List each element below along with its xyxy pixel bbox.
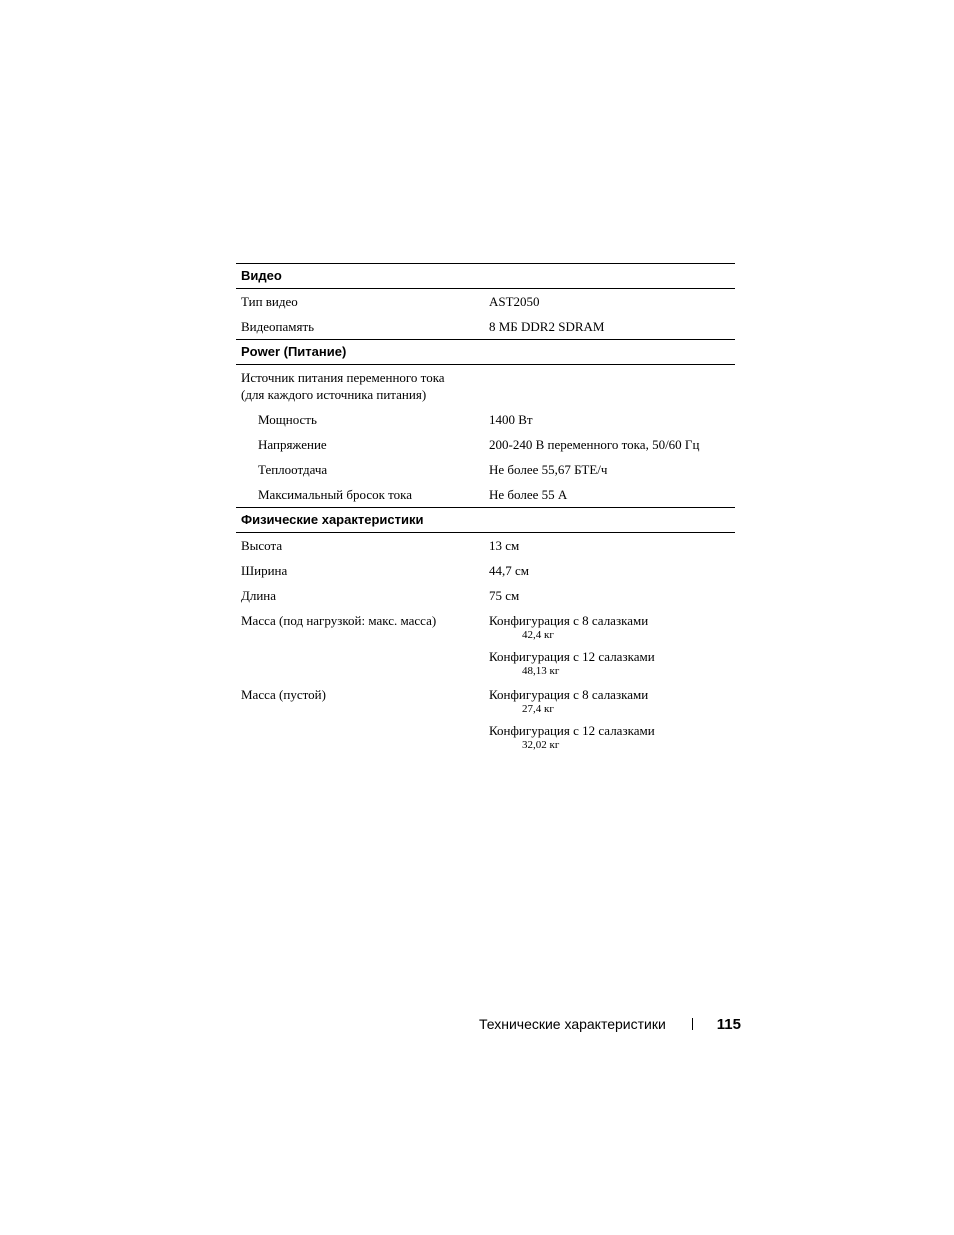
spec-label (236, 369, 485, 403)
spec-value: 8 МБ DDR2 SDRAM (489, 319, 605, 334)
spec-label: Напряжение (258, 437, 327, 452)
config-entry (489, 722, 735, 752)
spec-value: 1400 Вт (489, 412, 533, 427)
spec-value: Не более 55 A (489, 487, 568, 502)
spec-label: Мощность (258, 412, 317, 427)
config-weight: 27,4 кг (522, 703, 554, 715)
spec-label: Масса (пустой) (241, 687, 326, 702)
spec-row-voltage (236, 432, 735, 457)
spec-label: Максимальный бросок тока (258, 487, 413, 502)
spec-value: 44,7 см (489, 563, 529, 578)
spec-row-mass-empty (236, 682, 735, 756)
config-weight: 48,13 кг (522, 665, 560, 677)
config-weight: 32,02 кг (522, 739, 560, 751)
spec-row-width (236, 558, 735, 583)
spec-label: Масса (под нагрузкой: макс. масса) (241, 613, 437, 628)
spec-label-line: Источник питания переменного тока (241, 370, 445, 385)
spec-row-length (236, 583, 735, 608)
page-number: 115 (716, 1015, 741, 1033)
spec-label: Длина (241, 588, 277, 603)
spec-row-mass-loaded (236, 608, 735, 682)
spec-table (236, 263, 735, 756)
spec-label: Ширина (241, 563, 288, 578)
config-name: Конфигурация с 8 салазками (489, 613, 649, 628)
section-header-physical: Физические характеристики (236, 507, 735, 533)
spec-value: Не более 55,67 БТЕ/ч (489, 462, 608, 477)
config-entry (489, 648, 735, 678)
spec-label: Видеопамять (241, 319, 315, 334)
config-name: Конфигурация с 12 салазками (489, 723, 655, 738)
config-name: Конфигурация с 8 салазками (489, 687, 649, 702)
footer-section-name: Технические характеристики (478, 1016, 666, 1032)
power-rows (236, 365, 735, 507)
spec-label: Высота (241, 538, 283, 553)
spec-row-heat (236, 457, 735, 482)
spec-value: 13 см (489, 538, 520, 553)
spec-label: Теплоотдача (258, 462, 328, 477)
spec-value: AST2050 (489, 294, 540, 309)
spec-row-wattage (236, 407, 735, 432)
spec-row-height (236, 533, 735, 558)
physical-rows (236, 533, 735, 756)
video-rows (236, 289, 735, 339)
page-footer (479, 1014, 741, 1034)
spec-value: 75 см (489, 588, 520, 603)
footer-separator (692, 1018, 693, 1030)
config-weight: 42,4 кг (522, 629, 554, 641)
spec-value: 200-240 В переменного тока, 50/60 Гц (489, 437, 700, 452)
spec-label: Тип видео (241, 294, 298, 309)
section-header-power: Power (Питание) (236, 339, 735, 365)
config-entry (489, 686, 735, 716)
config-name: Конфигурация с 12 салазками (489, 649, 655, 664)
spec-row-video-memory (236, 314, 735, 339)
section-header-video: Видео (236, 263, 735, 289)
spec-value (485, 686, 735, 752)
spec-row-video-type (236, 289, 735, 314)
spec-row-ac-source (236, 365, 735, 407)
spec-value (485, 612, 735, 678)
config-entry (489, 612, 735, 642)
spec-label-line: (для каждого источника питания) (241, 387, 427, 402)
spec-value (485, 369, 735, 403)
spec-row-inrush (236, 482, 735, 507)
